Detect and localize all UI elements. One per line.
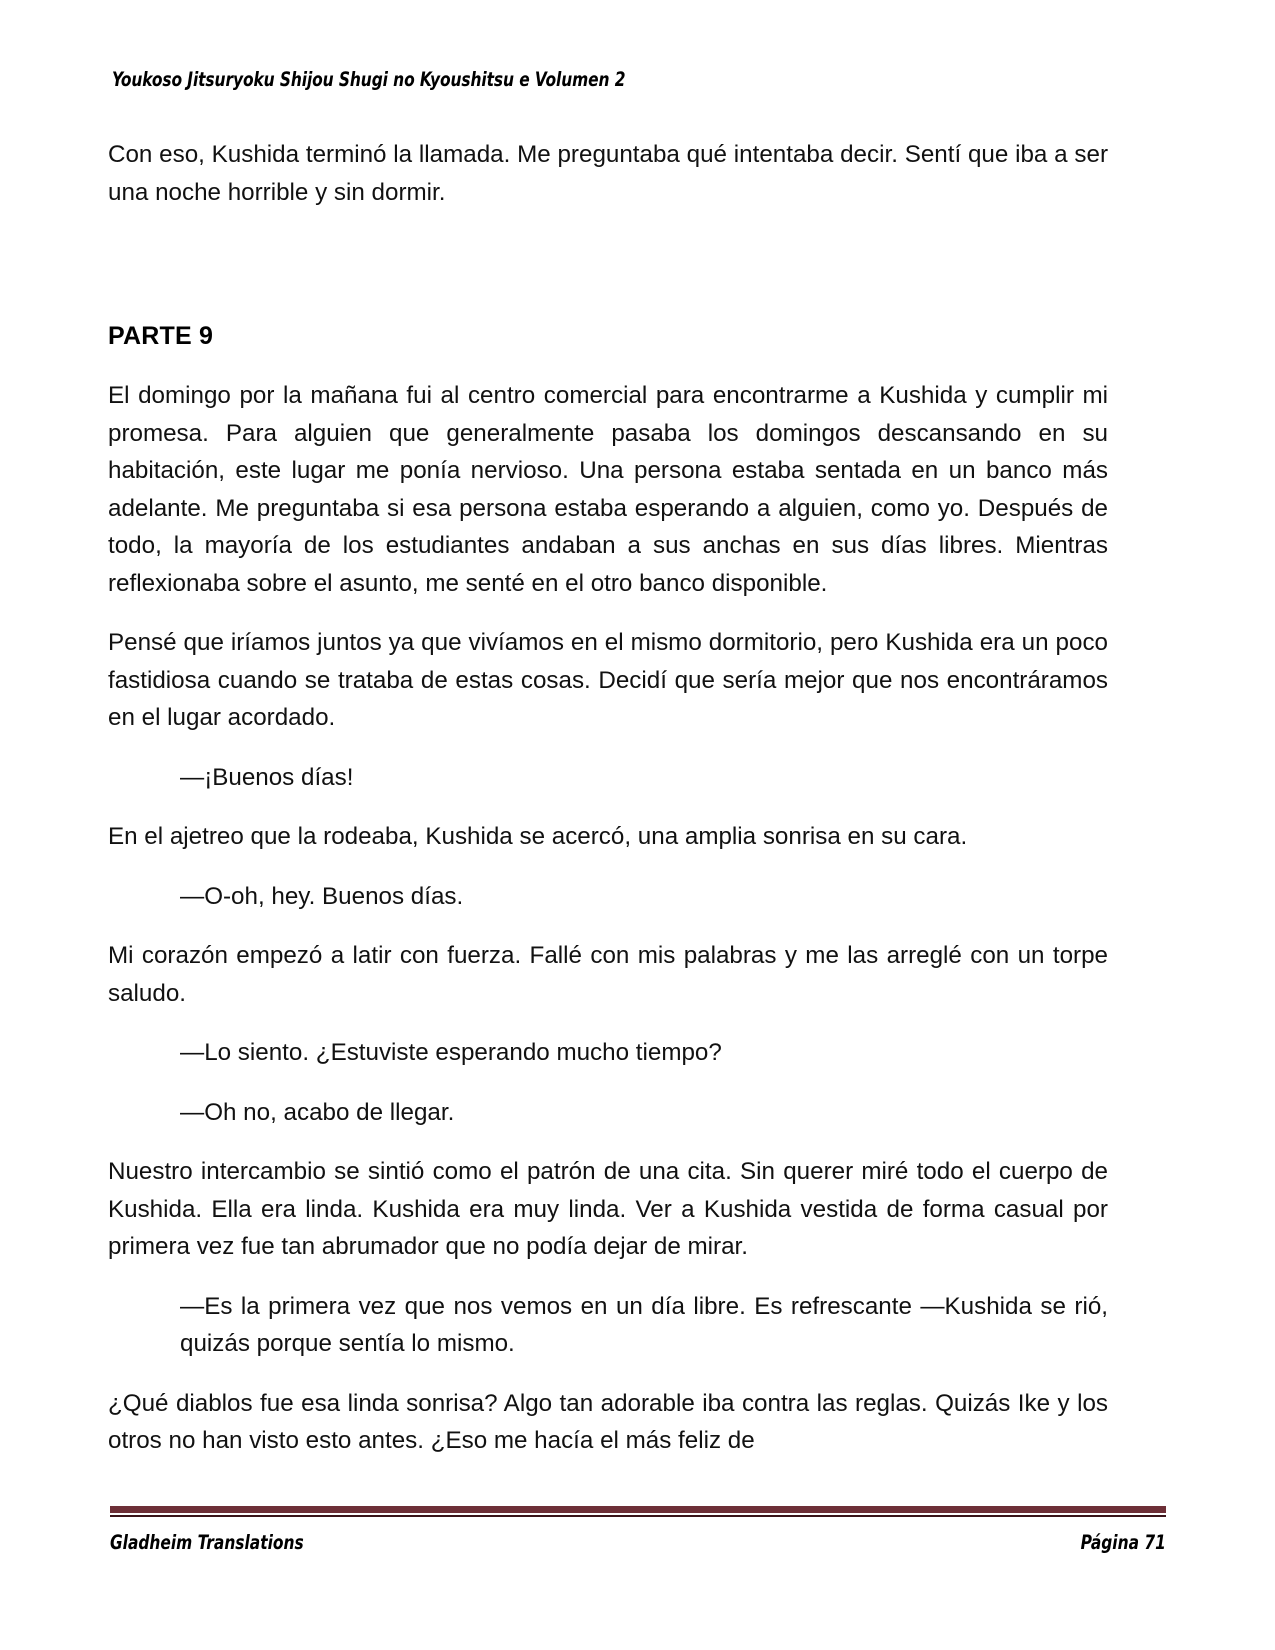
page-footer	[110, 1506, 1166, 1554]
footer-rule-thin	[110, 1515, 1166, 1517]
dialogue-line: —Oh no, acabo de llegar.	[180, 1098, 455, 1126]
body-paragraph: ¿Qué diablos fue esa linda sonrisa? Algo tan adorable iba contra las reglas. Quizás Ike y los otros no han visto esto antes. ¿Eso me hacía el más feliz de	[108, 1389, 1108, 1454]
intro-paragraph: Con eso, Kushida terminó la llamada. Me preguntaba qué intentaba decir. Sentí que iba a ser una noche horrible y sin dormir.	[108, 141, 1108, 206]
page-content	[108, 136, 1108, 1482]
section-spacer	[108, 233, 1108, 287]
dialogue-line: —¡Buenos días!	[180, 763, 354, 791]
footer-page-number: Página 71	[1080, 1531, 1166, 1554]
body-paragraph: El domingo por la mañana fui al centro comercial para encontrarme a Kushida y cumplir mi promesa. Para alguien que generalmente pasaba los domingos descansando en su habitación, este lugar me ponía nervioso. Una persona estaba sentada en un banco más adelante. Me preguntaba si esa persona estaba esperando a alguien, como yo. Después de todo, la mayoría de los estudiantes andaban a sus anchas en sus días libres. Mientras reflexionaba sobre el asunto, me senté en el otro banco disponible.	[108, 382, 1108, 597]
footer-rule-thick	[110, 1506, 1166, 1513]
body-paragraph: Nuestro intercambio se sintió como el patrón de una cita. Sin querer miré todo el cuerpo de Kushida. Ella era linda. Kushida era muy linda. Ver a Kushida vestida de forma casual por primera vez fue tan abrumador que no podía dejar de mirar.	[108, 1158, 1108, 1260]
body-paragraph: Pensé que iríamos juntos ya que vivíamos en el mismo dormitorio, pero Kushida era un poco fastidiosa cuando se trataba de estas cosas. Decidí que sería mejor que nos encontráramos en el lugar acordado.	[108, 629, 1108, 731]
page-header	[112, 68, 1112, 91]
footer-translator-credit: Gladheim Translations	[110, 1531, 304, 1554]
dialogue-line: —Lo siento. ¿Estuviste esperando mucho tiempo?	[180, 1039, 722, 1066]
part-heading: PARTE 9	[108, 322, 214, 350]
header-title: Youkoso Jitsuryoku Shijou Shugi no Kyoushitsu e Volumen 2	[112, 68, 626, 91]
footer-row	[110, 1531, 1166, 1554]
body-blocks	[108, 377, 1108, 1460]
body-paragraph: En el ajetreo que la rodeaba, Kushida se acercó, una amplia sonrisa en su cara.	[108, 823, 968, 850]
dialogue-line: —Es la primera vez que nos vemos en un día libre. Es refrescante —Kushida se rió, quizás porque sentía lo mismo.	[180, 1292, 1108, 1357]
body-paragraph: Mi corazón empezó a latir con fuerza. Fallé con mis palabras y me las arreglé con un torpe saludo.	[108, 942, 1108, 1007]
dialogue-line: —O-oh, hey. Buenos días.	[180, 882, 464, 910]
